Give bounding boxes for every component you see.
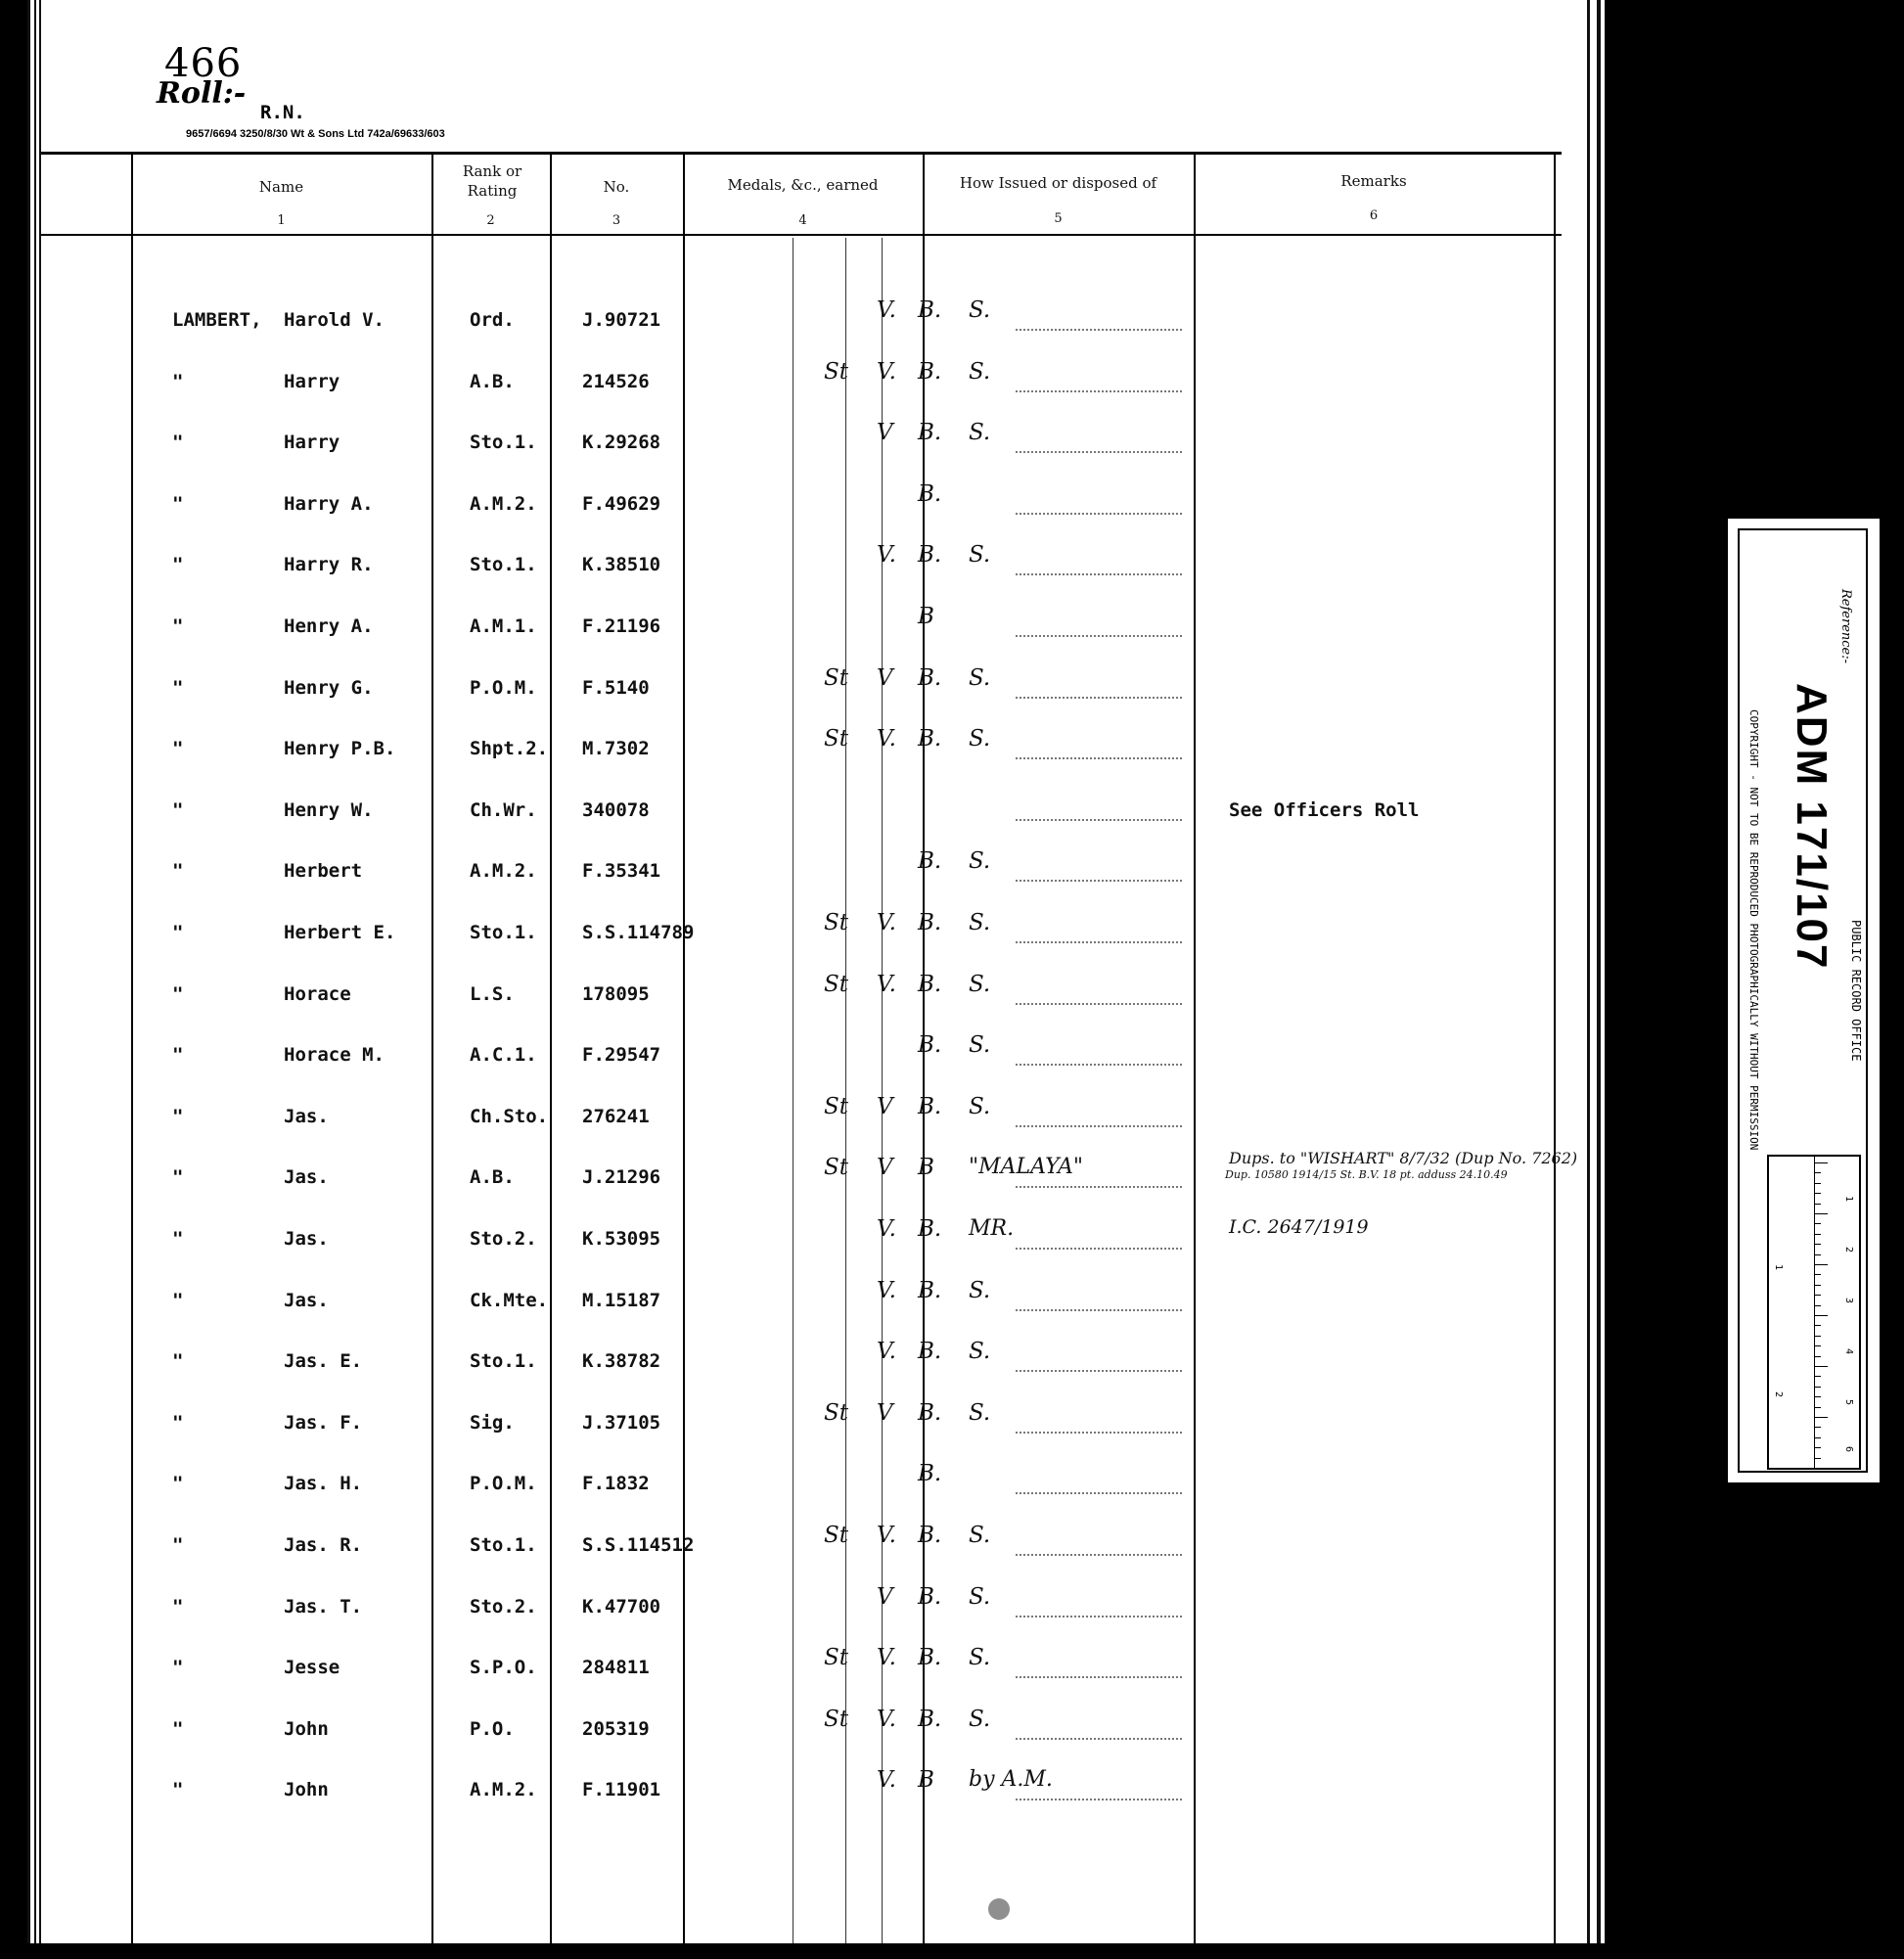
entry-surname: " <box>172 677 184 699</box>
entry-service-number: F.1832 <box>582 1473 650 1494</box>
entry-surname: " <box>172 1106 184 1127</box>
dotted-guide <box>1016 329 1182 331</box>
column-number-name: 1 <box>277 213 286 228</box>
page-edge <box>1587 0 1590 1943</box>
entry-surname: " <box>172 799 184 821</box>
entry-rank: Ch.Sto. <box>470 1106 549 1127</box>
reference-stamp <box>1728 519 1880 1482</box>
entry-medal-victory: V. <box>877 359 896 385</box>
entry-medal-british: B. <box>918 1278 942 1303</box>
roll-label: Roll:- <box>157 76 247 111</box>
entry-medal-star: St <box>824 726 848 752</box>
ruler-tick <box>1814 1223 1821 1224</box>
entry-medal-british: B. <box>918 1216 942 1242</box>
entry-service-number: M.7302 <box>582 738 650 759</box>
entry-service-number: K.47700 <box>582 1596 661 1617</box>
entry-medal-star: St <box>824 1523 848 1548</box>
entry-medal-british: B. <box>918 1707 942 1732</box>
ledger-page <box>27 0 1605 1943</box>
entry-given-name: Jas. T. <box>284 1596 363 1617</box>
entry-medal-british: B. <box>918 726 942 752</box>
entry-issue-note: S. <box>969 1523 991 1548</box>
entry-service-number: 340078 <box>582 799 650 821</box>
ruler-tick <box>1814 1376 1821 1377</box>
page-edge <box>1597 0 1601 1943</box>
entry-surname: " <box>172 1779 184 1800</box>
stamp-office: PUBLIC RECORD OFFICE <box>1849 920 1863 1062</box>
entry-surname: " <box>172 1534 184 1556</box>
dotted-guide <box>1016 757 1182 759</box>
entry-given-name: Henry W. <box>284 799 374 821</box>
column-title-remarks: Remarks <box>1340 172 1407 190</box>
scale-cm-2: 2 <box>1843 1247 1854 1253</box>
entry-medal-victory: V. <box>877 726 896 752</box>
entry-surname: " <box>172 1350 184 1372</box>
dotted-guide <box>1016 819 1182 821</box>
entry-service-number: F.35341 <box>582 860 661 882</box>
dotted-guide <box>1016 1616 1182 1617</box>
column-number-rank: 2 <box>486 213 495 228</box>
ruler-tick <box>1814 1183 1821 1184</box>
entry-given-name: Jas. R. <box>284 1534 363 1556</box>
column-title-medals: Medals, &c., earned <box>727 176 879 194</box>
entry-medal-victory: V. <box>877 297 896 323</box>
ruler-tick <box>1814 1447 1821 1448</box>
entry-medal-victory: V. <box>877 910 896 935</box>
entry-rank: Sto.1. <box>470 554 537 575</box>
entry-service-number: S.S.114789 <box>582 922 695 943</box>
column-rule <box>683 152 685 1943</box>
entry-service-number: F.11901 <box>582 1779 661 1800</box>
entry-medal-victory: V <box>877 1094 893 1119</box>
ruler-tick <box>1814 1336 1821 1337</box>
entry-service-number: 284811 <box>582 1657 650 1678</box>
ruler-tick <box>1814 1172 1821 1173</box>
entry-issue-note: by A.M. <box>969 1767 1053 1792</box>
entry-issue-note: S. <box>969 1584 991 1610</box>
ruler-tick <box>1814 1213 1828 1214</box>
dotted-guide <box>1016 697 1182 699</box>
entry-medal-british: B. <box>918 1645 942 1670</box>
column-number-medals: 4 <box>798 213 807 228</box>
dotted-guide <box>1016 1064 1182 1066</box>
column-title-number: No. <box>603 178 630 196</box>
entry-service-number: K.38782 <box>582 1350 661 1372</box>
entry-medal-british: B. <box>918 1339 942 1364</box>
entry-given-name: Henry P.B. <box>284 738 396 759</box>
entry-rank: A.M.2. <box>470 1779 537 1800</box>
entry-given-name: John <box>284 1779 329 1800</box>
entry-medal-victory: V. <box>877 1707 896 1732</box>
entry-given-name: Horace M. <box>284 1044 385 1066</box>
entry-service-number: 214526 <box>582 371 650 392</box>
entry-surname: " <box>172 1718 184 1740</box>
entry-rank: P.O.M. <box>470 1473 537 1494</box>
entry-rank: Sto.2. <box>470 1596 537 1617</box>
scale-cm-4: 4 <box>1843 1348 1854 1355</box>
entry-issue-note: S. <box>969 1707 991 1732</box>
entry-service-number: J.21296 <box>582 1166 661 1188</box>
entry-rank: A.M.2. <box>470 860 537 882</box>
entry-issue-note: "MALAYA" <box>969 1155 1083 1179</box>
scale-cm-5: 5 <box>1843 1399 1854 1406</box>
entry-medal-british: B. <box>918 481 942 507</box>
entry-surname: " <box>172 371 184 392</box>
column-rule <box>131 152 133 1943</box>
entry-given-name: Herbert <box>284 860 363 882</box>
header-bottom-rule <box>41 234 1562 236</box>
entry-medal-star: St <box>824 359 848 385</box>
entry-medal-star: St <box>824 910 848 935</box>
entry-rank: A.M.1. <box>470 615 537 637</box>
medal-subrule <box>882 238 883 1943</box>
entry-rank: Ch.Wr. <box>470 799 537 821</box>
entry-surname: " <box>172 1228 184 1250</box>
dotted-guide <box>1016 1554 1182 1556</box>
dotted-guide <box>1016 1799 1182 1800</box>
entry-given-name: Harry <box>284 432 340 453</box>
entry-surname: LAMBERT, <box>172 309 262 331</box>
entry-rank: S.P.O. <box>470 1657 537 1678</box>
entry-given-name: Harry R. <box>284 554 374 575</box>
entry-medal-victory: V. <box>877 1645 896 1670</box>
ruler-tick <box>1814 1315 1828 1316</box>
entry-medal-british: B. <box>918 848 942 874</box>
entry-remarks: Dups. to "WISHART" 8/7/32 (Dup No. 7262) <box>1229 1149 1578 1167</box>
entry-service-number: J.90721 <box>582 309 661 331</box>
stamp-scale-ruler <box>1767 1155 1861 1470</box>
entry-service-number: 205319 <box>582 1718 650 1740</box>
entry-medal-british: B. <box>918 910 942 935</box>
dotted-guide <box>1016 451 1182 453</box>
entry-medal-victory: V <box>877 665 893 691</box>
entry-medal-british: B. <box>918 420 942 445</box>
entry-medal-star: St <box>824 972 848 997</box>
page-smudge <box>988 1898 1010 1920</box>
dotted-guide <box>1016 1248 1182 1250</box>
entry-medal-british: B. <box>918 1094 942 1119</box>
entry-medal-british: B. <box>918 542 942 568</box>
entry-rank: Ck.Mte. <box>470 1290 549 1311</box>
entry-issue-note: S. <box>969 542 991 568</box>
entry-surname: " <box>172 1044 184 1066</box>
entry-issue-note: S. <box>969 848 991 874</box>
entry-medal-victory: V <box>877 1155 893 1180</box>
dotted-guide <box>1016 1003 1182 1005</box>
entry-rank: A.B. <box>470 371 515 392</box>
entry-medal-british: B. <box>918 1400 942 1426</box>
ruler-tick <box>1814 1305 1821 1306</box>
entry-service-number: F.21196 <box>582 615 661 637</box>
entry-surname: " <box>172 860 184 882</box>
ruler-tick <box>1814 1407 1821 1408</box>
ruler-tick <box>1814 1437 1821 1438</box>
entry-service-number: F.49629 <box>582 493 661 515</box>
entry-medal-british: B. <box>918 359 942 385</box>
stamp-border <box>1738 528 1740 540</box>
entry-issue-note: S. <box>969 1094 991 1119</box>
page-edge <box>34 0 36 1943</box>
entry-issue-note: S. <box>969 726 991 752</box>
entry-rank: Sig. <box>470 1412 515 1434</box>
entry-medal-star: St <box>824 1155 848 1180</box>
entry-medal-victory: V. <box>877 1523 896 1548</box>
entry-rank: A.B. <box>470 1166 515 1188</box>
entry-medal-victory: V. <box>877 542 896 568</box>
entry-service-number: F.29547 <box>582 1044 661 1066</box>
ruler-tick <box>1814 1162 1828 1163</box>
entry-medal-british: B. <box>918 665 942 691</box>
folio-number: 466 <box>164 41 243 86</box>
ruler-tick <box>1814 1285 1821 1286</box>
stamp-reference: ADM 171/107 <box>1788 683 1836 971</box>
entry-given-name: Jas. F. <box>284 1412 363 1434</box>
ruler-tick <box>1814 1356 1821 1357</box>
column-number-remarks: 6 <box>1369 208 1379 223</box>
entry-medal-british: B. <box>918 1032 942 1058</box>
column-rule <box>1194 152 1196 1943</box>
entry-medal-victory: V. <box>877 1767 896 1793</box>
entry-remarks-second-line: Dup. 10580 1914/15 St. B.V. 18 pt. adduss 24.10.49 <box>1225 1168 1508 1181</box>
entry-issue-note: MR. <box>969 1216 1015 1241</box>
scale-inch-2: 2 <box>1773 1391 1784 1398</box>
dotted-guide <box>1016 1309 1182 1311</box>
entry-issue-note: S. <box>969 297 991 323</box>
entry-given-name: John <box>284 1718 329 1740</box>
entry-given-name: Jas. H. <box>284 1473 363 1494</box>
entry-rank: P.O. <box>470 1718 515 1740</box>
page-edge <box>27 0 30 1943</box>
entry-remarks: See Officers Roll <box>1229 799 1420 821</box>
entry-service-number: K.53095 <box>582 1228 661 1250</box>
scale-cm-1: 1 <box>1843 1196 1854 1203</box>
entry-rank: P.O.M. <box>470 677 537 699</box>
entry-rank: Sto.1. <box>470 922 537 943</box>
entry-rank: A.M.2. <box>470 493 537 515</box>
entry-surname: " <box>172 1166 184 1188</box>
dotted-guide <box>1016 635 1182 637</box>
entry-issue-note: S. <box>969 665 991 691</box>
entry-medal-victory: V. <box>877 1339 896 1364</box>
entry-service-number: 178095 <box>582 983 650 1005</box>
ruler-tick <box>1814 1193 1821 1194</box>
ruler-tick <box>1814 1274 1821 1275</box>
entry-given-name: Harold V. <box>284 309 385 331</box>
printer-line: 9657/6694 3250/8/30 Wt & Sons Ltd 742a/69633/603 <box>186 128 445 140</box>
entry-surname: " <box>172 1657 184 1678</box>
entry-medal-star: St <box>824 1094 848 1119</box>
entry-issue-note: S. <box>969 972 991 997</box>
entry-issue-note: S. <box>969 1400 991 1426</box>
entry-given-name: Jas. E. <box>284 1350 363 1372</box>
dotted-guide <box>1016 573 1182 575</box>
entry-rank: Shpt.2. <box>470 738 549 759</box>
dotted-guide <box>1016 1125 1182 1127</box>
column-title-name: Name <box>258 178 304 196</box>
entry-medal-british: B <box>918 604 934 629</box>
entry-medal-victory: V. <box>877 1216 896 1242</box>
entry-service-number: K.29268 <box>582 432 661 453</box>
ruler-tick <box>1814 1427 1821 1428</box>
entry-rank: A.C.1. <box>470 1044 537 1066</box>
entry-rank: Sto.1. <box>470 432 537 453</box>
ruler-tick <box>1814 1417 1828 1418</box>
entry-service-number: K.38510 <box>582 554 661 575</box>
dotted-guide <box>1016 1738 1182 1740</box>
entry-service-number: M.15187 <box>582 1290 661 1311</box>
entry-service-number: 276241 <box>582 1106 650 1127</box>
entry-rank: Sto.1. <box>470 1534 537 1556</box>
entry-surname: " <box>172 738 184 759</box>
entry-medal-british: B. <box>918 297 942 323</box>
entry-remarks: I.C. 2647/1919 <box>1229 1216 1369 1238</box>
scale-cm-6: 6 <box>1843 1446 1854 1453</box>
entry-issue-note: S. <box>969 1032 991 1058</box>
entry-service-number: J.37105 <box>582 1412 661 1434</box>
entry-medal-british: B. <box>918 1461 942 1486</box>
ruler-tick <box>1814 1387 1821 1388</box>
column-number-issued: 5 <box>1054 211 1063 226</box>
entry-given-name: Jas. <box>284 1106 329 1127</box>
stamp-reference-label: Reference:- <box>1838 589 1853 664</box>
entry-surname: " <box>172 922 184 943</box>
medal-subrule <box>845 238 846 1943</box>
ruler-tick <box>1814 1264 1828 1265</box>
dotted-guide <box>1016 1432 1182 1434</box>
entry-medal-star: St <box>824 1400 848 1426</box>
entry-given-name: Jas. <box>284 1166 329 1188</box>
entry-issue-note: S. <box>969 910 991 935</box>
entry-medal-star: St <box>824 1645 848 1670</box>
entry-surname: " <box>172 1473 184 1494</box>
entry-surname: " <box>172 615 184 637</box>
dotted-guide <box>1016 880 1182 882</box>
entry-issue-note: S. <box>969 359 991 385</box>
entry-rank: L.S. <box>470 983 515 1005</box>
entry-medal-british: B <box>918 1155 934 1180</box>
entry-medal-british: B. <box>918 972 942 997</box>
entry-given-name: Harry <box>284 371 340 392</box>
top-rule <box>41 152 1562 155</box>
entry-medal-victory: V. <box>877 972 896 997</box>
entry-rank: Sto.1. <box>470 1350 537 1372</box>
entry-given-name: Henry G. <box>284 677 374 699</box>
entry-medal-victory: V <box>877 1400 893 1426</box>
entry-medal-victory: V <box>877 420 893 445</box>
dotted-guide <box>1016 1186 1182 1188</box>
entry-surname: " <box>172 1596 184 1617</box>
entry-service-number: F.5140 <box>582 677 650 699</box>
entry-medal-star: St <box>824 1707 848 1732</box>
ruler-tick <box>1814 1345 1821 1346</box>
entry-rank: Ord. <box>470 309 515 331</box>
entry-issue-note: S. <box>969 1278 991 1303</box>
entry-surname: " <box>172 1412 184 1434</box>
ruler-tick <box>1814 1254 1821 1255</box>
entry-surname: " <box>172 432 184 453</box>
ruler-tick <box>1814 1366 1828 1367</box>
roll-value: R.N. <box>260 102 305 123</box>
entry-medal-victory: V. <box>877 1278 896 1303</box>
entry-given-name: Herbert E. <box>284 922 396 943</box>
column-rule <box>550 152 552 1943</box>
entry-medal-victory: V <box>877 1584 893 1610</box>
entry-medal-british: B. <box>918 1584 942 1610</box>
dotted-guide <box>1016 941 1182 943</box>
entry-given-name: Jas. <box>284 1228 329 1250</box>
column-number-number: 3 <box>612 213 621 228</box>
page-edge <box>39 0 41 1943</box>
ruler-tick <box>1814 1295 1821 1296</box>
entry-given-name: Jas. <box>284 1290 329 1311</box>
dotted-guide <box>1016 1676 1182 1678</box>
entry-medal-star: St <box>824 665 848 691</box>
entry-medal-british: B. <box>918 1523 942 1548</box>
entry-issue-note: S. <box>969 420 991 445</box>
stamp-copyright: COPYRIGHT - NOT TO BE REPRODUCED PHOTOGRAPHICALLY WITHOUT PERMISSION <box>1747 709 1760 1151</box>
entry-given-name: Henry A. <box>284 615 374 637</box>
entry-issue-note: S. <box>969 1645 991 1670</box>
scale-cm-3: 3 <box>1843 1298 1854 1304</box>
scale-inch-1: 1 <box>1773 1264 1784 1271</box>
entry-medal-british: B <box>918 1767 934 1793</box>
entry-surname: " <box>172 554 184 575</box>
entry-surname: " <box>172 1290 184 1311</box>
dotted-guide <box>1016 390 1182 392</box>
entry-issue-note: S. <box>969 1339 991 1364</box>
dotted-guide <box>1016 1492 1182 1494</box>
ruler-tick <box>1814 1325 1821 1326</box>
entry-given-name: Jesse <box>284 1657 340 1678</box>
column-rule <box>1554 152 1556 1943</box>
entry-surname: " <box>172 983 184 1005</box>
ruler-tick <box>1814 1204 1821 1205</box>
entry-given-name: Harry A. <box>284 493 374 515</box>
entry-rank: Sto.2. <box>470 1228 537 1250</box>
dotted-guide <box>1016 1370 1182 1372</box>
column-title-rank: Rank or Rating <box>462 162 522 200</box>
entry-surname: " <box>172 493 184 515</box>
entry-service-number: S.S.114512 <box>582 1534 695 1556</box>
column-rule <box>431 152 433 1943</box>
ruler-tick <box>1814 1458 1821 1459</box>
ruler-tick <box>1814 1396 1821 1397</box>
entry-given-name: Horace <box>284 983 351 1005</box>
ruler-tick <box>1814 1234 1821 1235</box>
ruler-tick <box>1814 1244 1821 1245</box>
column-title-issued: How Issued or disposed of <box>959 174 1157 192</box>
dotted-guide <box>1016 513 1182 515</box>
